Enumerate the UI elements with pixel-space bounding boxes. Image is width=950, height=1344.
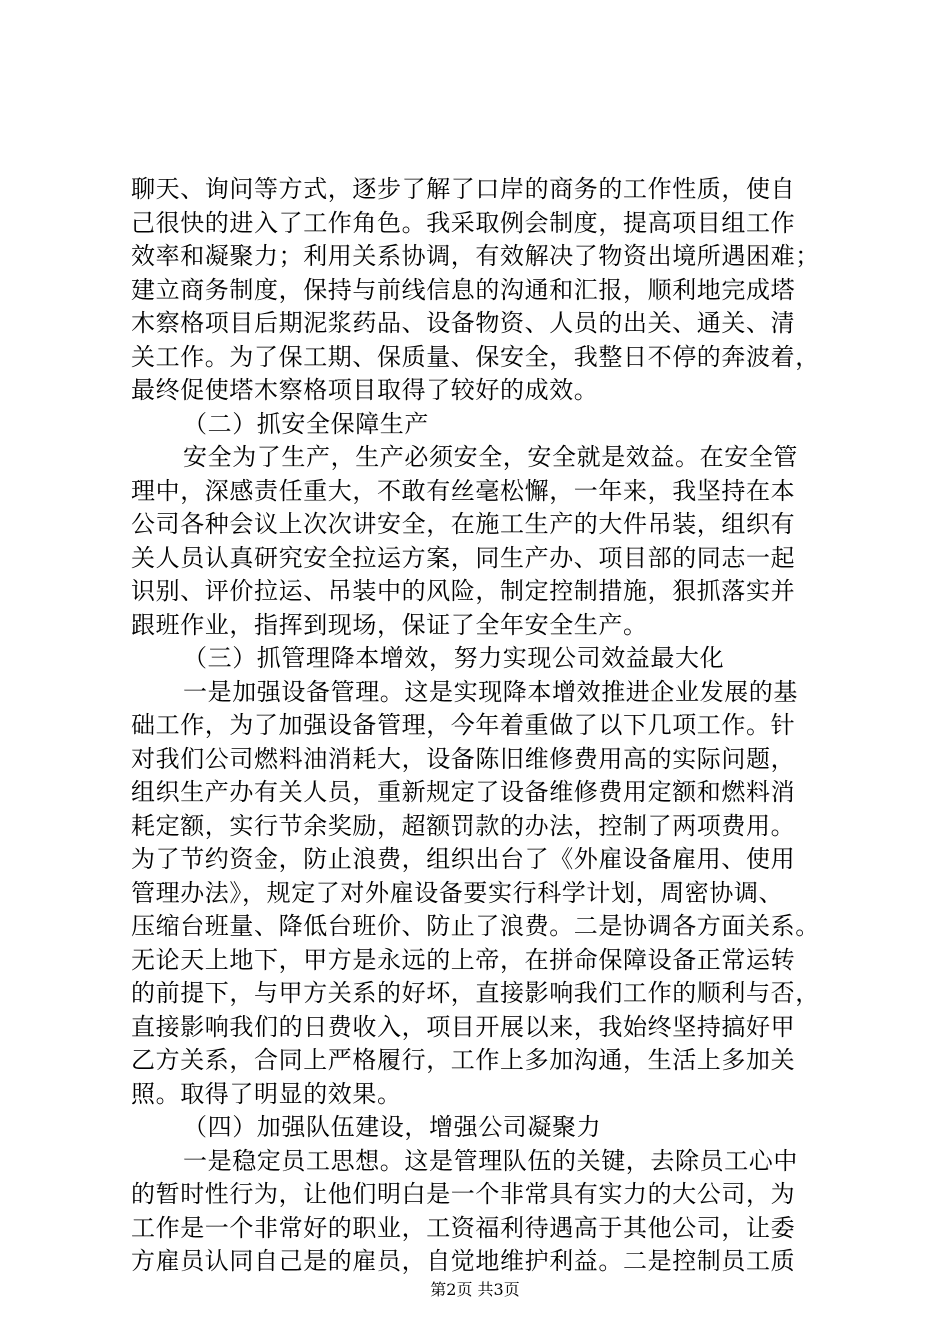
text-line: （四）加强队伍建设，增强公司凝聚力: [183, 1113, 602, 1141]
text-line: 安全为了生产，生产必须安全，安全就是效益。在安全管: [183, 443, 798, 471]
text-line: 工作是一个非常好的职业，工资福利待遇高于其他公司，让委: [131, 1213, 796, 1242]
text-line: 耗定额，实行节余奖励，超额罚款的办法，控制了两项费用。: [131, 811, 796, 840]
text-line: 照。取得了明显的效果。: [131, 1079, 402, 1108]
text-line: 己很快的进入了工作角色。我采取例会制度，提高项目组工作: [131, 208, 796, 237]
text-line: 乙方关系，合同上严格履行，工作上多加沟通，生活上多加关: [131, 1046, 796, 1074]
document-body: [131, 173, 831, 1279]
text-line: 一是加强设备管理。这是实现降本增效推进企业发展的基: [183, 677, 798, 706]
text-line: （二）抓安全保障生产: [183, 409, 429, 438]
text-line: 础工作，为了加强设备管理，今年着重做了以下几项工作。针: [131, 711, 796, 739]
text-line: 关工作。为了保工期、保质量、保安全，我整日不停的奔波着，: [131, 342, 820, 371]
text-line: 效率和凝聚力；利用关系协调，有效解决了物资出境所遇困难；: [131, 242, 820, 270]
text-line: 建立商务制度，保持与前线信息的沟通和汇报，顺利地完成塔: [131, 275, 796, 304]
text-line: 关人员认真研究安全拉运方案，同生产办、项目部的同志一起: [131, 543, 796, 572]
text-line: 的暂时性行为，让他们明白是一个非常具有实力的大公司，为: [131, 1180, 796, 1208]
text-line: 理中，深感责任重大，不敢有丝毫松懈，一年来，我坚持在本: [131, 476, 796, 505]
text-line: 对我们公司燃料油消耗大，设备陈旧维修费用高的实际问题，: [131, 744, 796, 773]
text-line: 管理办法》，规定了对外雇设备要实行科学计划，周密协调、: [131, 878, 784, 907]
text-line: 识别、评价拉运、吊装中的风险，制定控制措施，狠抓落实并: [131, 577, 796, 605]
text-line: 公司各种会议上次次讲安全，在施工生产的大件吊装，组织有: [131, 510, 796, 538]
text-line: 无论天上地下，甲方是永远的上帝，在拼命保障设备正常运转: [131, 945, 796, 974]
page-footer: 第2页 共3页: [430, 1280, 520, 1299]
text-line: 方雇员认同自己是的雇员，自觉地维护利益。二是控制员工质: [131, 1247, 796, 1275]
text-line: 直接影响我们的日费收入，项目开展以来，我始终坚持搞好甲: [131, 1012, 796, 1041]
text-line: 一是稳定员工思想。这是管理队伍的关键，去除员工心中: [183, 1146, 798, 1175]
text-line: 最终促使塔木察格项目取得了较好的成效。: [131, 376, 599, 404]
text-line: 压缩台班量、降低台班价、防止了浪费。二是协调各方面关系。: [131, 912, 820, 940]
text-line: 聊天、询问等方式，逐步了解了口岸的商务的工作性质，使自: [131, 175, 796, 203]
text-line: 为了节约资金，防止浪费，组织出台了《外雇设备雇用、使用: [131, 845, 796, 873]
text-line: 木察格项目后期泥浆药品、设备物资、人员的出关、通关、清: [131, 309, 796, 337]
text-line: （三）抓管理降本增效，努力实现公司效益最大化: [183, 644, 725, 672]
text-line: 的前提下，与甲方关系的好坏，直接影响我们工作的顺利与否，: [131, 979, 820, 1007]
text-line: 组织生产办有关人员，重新规定了设备维修费用定额和燃料消: [131, 778, 796, 806]
text-line: 跟班作业，指挥到现场，保证了全年安全生产。: [131, 610, 648, 639]
